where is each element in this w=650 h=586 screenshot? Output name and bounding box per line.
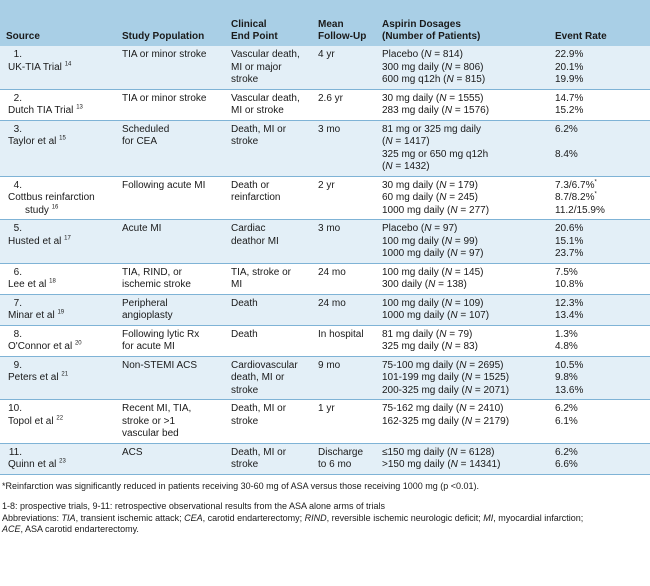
table-header [0,0,650,46]
population-line: Following acute MI [122,179,206,191]
dosage-line: 162-325 mg daily (N = 2179) [382,415,510,427]
population-line: Recent MI, TIA, [122,403,192,414]
population-line: stroke or >1 [122,415,176,427]
cell-dosages [376,443,549,474]
endpoint-line: MI or stroke [231,105,284,116]
cell-followup [312,356,376,400]
population-line: angioplasty [122,310,173,321]
table-row [0,443,650,474]
row-number: 3. [13,123,22,135]
header-population: Study Population [116,0,225,46]
cell-population [116,356,225,400]
event-rate-line: 6.2% [555,403,578,414]
cell-event-rate [549,46,650,89]
dosage-line: 325 mg or 650 mg q12h [382,148,489,160]
cell-source [0,263,116,294]
cell-population [116,220,225,264]
reference-number: 18 [49,278,56,285]
dosage-line: 81 mg daily (N = 79) [382,328,473,340]
row-number: 7. [13,297,22,309]
reference-number: 21 [61,371,69,378]
endpoint-line: Vascular death, [231,92,300,104]
cell-dosages [376,263,549,294]
cell-dosages [376,325,549,356]
endpoint-line: Death [231,328,258,340]
cell-followup [312,89,376,120]
dosage-line: 100 mg daily (N = 145) [382,266,484,278]
population-line: Acute MI [122,223,162,234]
cell-source [0,176,116,220]
reference-number: 15 [59,135,66,142]
endpoint-line: Cardiac [231,223,266,234]
table-row [0,46,650,89]
source-name: Topol et al $^{22}$ [8,415,64,427]
endpoint-line: Death, MI or [231,403,287,414]
population-line: Non-STEMI ACS [122,359,198,371]
event-rate-line: 9.8% [555,372,578,383]
endpoint-line: stroke [231,136,259,147]
cell-followup [312,294,376,325]
cell-event-rate [549,120,650,176]
event-rate-line: 11.2/15.9% [555,204,605,216]
source-name: Cottbus reinfarction [8,192,95,203]
cell-followup [312,220,376,264]
endpoint-line: deathor MI [231,235,279,247]
row-number: 4. [13,179,22,191]
cell-endpoint [225,176,312,220]
cell-source [0,443,116,474]
cell-population [116,294,225,325]
row-number: 11. [8,446,22,458]
event-rate-line: 22.9% [555,49,584,60]
source-name: Quinn et al $^{23}$ [8,458,66,470]
dosage-line: 300 mg daily (N = 806) [382,61,484,73]
event-rate-line: 12.3% [555,297,584,309]
event-rate-line: 20.1% [555,61,584,73]
row-number: 6. [13,266,22,278]
cell-endpoint [225,263,312,294]
endpoint-line: Vascular death, [231,49,300,60]
event-rate-line: 20.6% [555,223,584,234]
table-row [0,220,650,264]
header-endpoint: Clinical End Point [225,0,312,46]
table-row [0,89,650,120]
endpoint-line: stroke [231,415,259,427]
endpoint-line: Death, MI or [231,446,287,458]
population-line: Following lytic Rx [122,328,200,340]
cell-followup [312,443,376,474]
population-line: TIA, RIND, or [122,266,183,278]
source-name: Peters et al $^{21}$ [8,371,69,383]
followup-line: 24 mo [318,266,346,278]
cell-source [0,400,116,444]
followup-line: 24 mo [318,297,346,309]
cell-dosages [376,89,549,120]
cell-endpoint [225,46,312,89]
event-rate-line: 10.5% [555,359,584,371]
event-rate-line: 10.8% [555,279,584,290]
endpoint-line: MI or major [231,61,282,73]
cell-source [0,120,116,176]
event-rate-line: 6.2% [555,123,578,135]
endpoint-line: stroke [231,459,259,470]
population-line: Scheduled [122,123,170,135]
endpoint-line: Death, MI or [231,123,287,135]
event-rate-line: 15.1% [555,235,584,247]
reference-number: 16 [51,204,59,211]
reference-number: 22 [56,415,64,422]
row-number: 1. [13,49,22,60]
dosage-line: 300 daily (N = 138) [382,279,467,290]
dosage-line: 75-162 mg daily (N = 2410) [382,403,504,414]
abbreviation-term: RIND [304,512,327,523]
followup-line: In hospital [318,328,364,340]
endpoint-line: Death [231,297,258,309]
event-rate-line: 1.3% [555,328,578,340]
followup-line: Discharge [318,446,364,458]
header-dosages: Aspirin Dosages (Number of Patients) [376,0,549,46]
cell-endpoint [225,400,312,444]
population-line: for CEA [122,136,158,147]
table-row [0,356,650,400]
cell-event-rate [549,176,650,220]
source-name: Taylor et al $^{15}$ [8,135,66,147]
followup-line: to 6 mo [318,459,352,470]
endpoint-line: stroke [231,384,259,396]
endpoint-line: stroke [231,74,259,85]
abbreviation-definition: , reversible ischemic neurologic deficit; [326,512,484,523]
row-number: 9. [13,359,22,371]
cell-event-rate [549,263,650,294]
population-line: ischemic stroke [122,279,191,290]
header-followup: Mean Follow-Up [312,0,376,46]
event-rate-line: 8.4% [555,148,578,160]
followup-line: 9 mo [318,359,341,371]
dosage-line: 101-199 mg daily (N = 1525) [382,372,510,383]
table-row [0,400,650,444]
cell-dosages [376,294,549,325]
event-rate-line: 14.7% [555,92,584,104]
abbreviation-term: ACE [2,524,21,534]
table-row [0,294,650,325]
cell-followup [312,120,376,176]
population-line: Peripheral [122,297,168,309]
dosage-line: 1000 mg daily (N = 277) [382,204,490,216]
endpoint-line: MI [231,279,243,290]
cell-source [0,220,116,264]
dosage-line: >150 mg daily (N = 14341) [382,459,501,470]
reference-number: 23 [59,458,66,465]
cell-source [0,46,116,89]
cell-event-rate [549,443,650,474]
abbreviation-definition: , ASA carotid endarterectomy. [20,524,139,534]
footnotes [0,481,650,536]
dosage-line: 325 mg daily (N = 83) [382,341,478,352]
source-name: Husted et al $^{17}$ [8,235,71,247]
dosage-line: 200-325 mg daily (N = 2071) [382,384,510,396]
cell-endpoint [225,443,312,474]
population-line: ACS [122,446,143,458]
row-number: 8. [13,328,22,340]
cell-followup [312,46,376,89]
event-rate-line: 13.6% [555,384,584,396]
event-rate-line: 13.4% [555,310,584,321]
cell-event-rate [549,325,650,356]
followup-line: 2 yr [318,179,335,191]
cell-population [116,400,225,444]
event-rate-line: 7.5% [555,266,578,278]
source-name: UK-TIA Trial $^{14}$ [8,61,72,73]
cell-endpoint [225,220,312,264]
dosage-line: 30 mg daily (N = 1555) [382,92,484,104]
followup-line: 3 mo [318,223,341,234]
cell-dosages [376,46,549,89]
cell-dosages [376,400,549,444]
cell-dosages [376,120,549,176]
event-rate-line: 7.3/6.7%* [555,179,597,191]
reference-number: 14 [64,61,72,68]
cell-endpoint [225,325,312,356]
abbreviation-term: CEA [184,512,203,523]
table-row [0,263,650,294]
followup-line: 2.6 yr [318,92,344,104]
dosage-line: ≤150 mg daily (N = 6128) [382,446,495,458]
cell-dosages [376,356,549,400]
cell-population [116,120,225,176]
endpoint-line: Death or [231,179,270,191]
row-number: 5. [13,223,22,234]
cell-source [0,356,116,400]
cell-followup [312,176,376,220]
footnote-trials: 1-8: prospective trials, 9-11: retrospective observational results from the ASA alone arms of trials [2,501,386,511]
dosage-line: Placebo (N = 97) [382,223,458,234]
dosage-line: (N = 1432) [382,161,430,172]
endpoint-line: reinfarction [231,192,281,203]
dosage-line: 600 mg q12h (N = 815) [382,74,486,85]
table-row [0,176,650,220]
cell-endpoint [225,294,312,325]
endpoint-line: TIA, stroke or [231,266,292,278]
event-rate-line: 4.8% [555,341,578,352]
table-body [0,46,650,474]
endpoint-line: death, MI or [231,372,285,383]
abbreviation-definition: , transient ischemic attack; [75,512,185,523]
cell-event-rate [549,294,650,325]
dosage-line: 30 mg daily (N = 179) [382,179,478,191]
cell-endpoint [225,356,312,400]
table-row [0,325,650,356]
followup-line: 1 yr [318,403,335,414]
cell-endpoint [225,89,312,120]
dosage-line: 1000 mg daily (N = 97) [382,248,484,259]
cell-source [0,294,116,325]
dosage-line: 1000 mg daily (N = 107) [382,310,490,321]
event-rate-line: 23.7% [555,248,584,259]
endpoint-line: Cardiovascular [231,359,298,371]
row-number: 10. [8,403,22,414]
population-line: vascular bed [122,428,179,439]
cell-dosages [376,220,549,264]
event-rate-line [555,161,646,174]
reference-number: 19 [57,309,65,316]
dosage-line: 283 mg daily (N = 1576) [382,105,490,116]
population-line: TIA or minor stroke [122,92,207,104]
table-row [0,120,650,176]
reference-number: 17 [64,235,71,242]
abbreviation-term: MI [483,512,494,523]
abbreviation-definition: , carotid endarterectomy; [202,512,305,523]
header-event-rate: Event Rate [549,0,650,46]
dosage-line: 75-100 mg daily (N = 2695) [382,359,504,371]
source-name-cont: study $^{16}$ [25,204,59,216]
dosage-line: 100 mg daily (N = 109) [382,297,484,309]
cell-followup [312,400,376,444]
cell-event-rate [549,356,650,400]
cell-population [116,176,225,220]
cell-population [116,443,225,474]
cell-population [116,46,225,89]
abbreviation-definition: , myocardial infarction; [493,512,584,523]
followup-line: 3 mo [318,123,341,135]
source-name: O'Connor et al $^{20}$ [8,340,82,352]
cell-followup [312,263,376,294]
event-rate-line: 19.9% [555,74,584,85]
footnote-asterisk: *Reinfarction was significantly reduced in patients receiving 30-60 mg of ASA versus those receiving 1000 mg (p <0.01). [2,480,480,491]
cell-followup [312,325,376,356]
abbreviation-term: TIA [61,512,76,523]
followup-line: 4 yr [318,49,335,60]
cell-population [116,89,225,120]
event-rate-line: 8.7/8.2%* [555,191,597,203]
event-rate-line: 6.6% [555,459,578,470]
population-line: for acute MI [122,341,175,352]
header-source: Source [0,0,116,46]
source-name: Lee et al $^{18}$ [8,278,56,290]
row-number: 2. [13,92,22,104]
event-rate-line [555,136,646,149]
dosage-line: (N = 1417) [382,136,430,147]
cell-endpoint [225,120,312,176]
cell-event-rate [549,220,650,264]
population-line: TIA or minor stroke [122,49,207,60]
dosage-line: Placebo (N = 814) [382,49,463,60]
dosage-line: 60 mg daily (N = 245) [382,192,478,203]
event-rate-line: 15.2% [555,105,584,116]
reference-number: 13 [76,104,83,111]
source-name: Dutch TIA Trial $^{13}$ [8,104,83,116]
dosage-line: 100 mg daily (N = 99) [382,235,478,247]
cell-population [116,263,225,294]
cell-source [0,89,116,120]
cell-population [116,325,225,356]
reference-number: 20 [74,340,82,347]
cell-dosages [376,176,549,220]
footnote-abbreviations: Abbreviations: TIA, transient ischemic attack; CEA, carotid endarterectomy; RIND, reversible ischemic neurologic deficit; MI, myocardial infarction; ACE, ASA carotid endarterectomy. [2,512,584,534]
cell-source [0,325,116,356]
event-rate-line: 6.1% [555,415,578,427]
event-rate-line: 6.2% [555,446,578,458]
cell-event-rate [549,400,650,444]
dosage-line: 81 mg or 325 mg daily [382,123,481,135]
source-name: Minar et al $^{19}$ [8,309,65,321]
cell-event-rate [549,89,650,120]
